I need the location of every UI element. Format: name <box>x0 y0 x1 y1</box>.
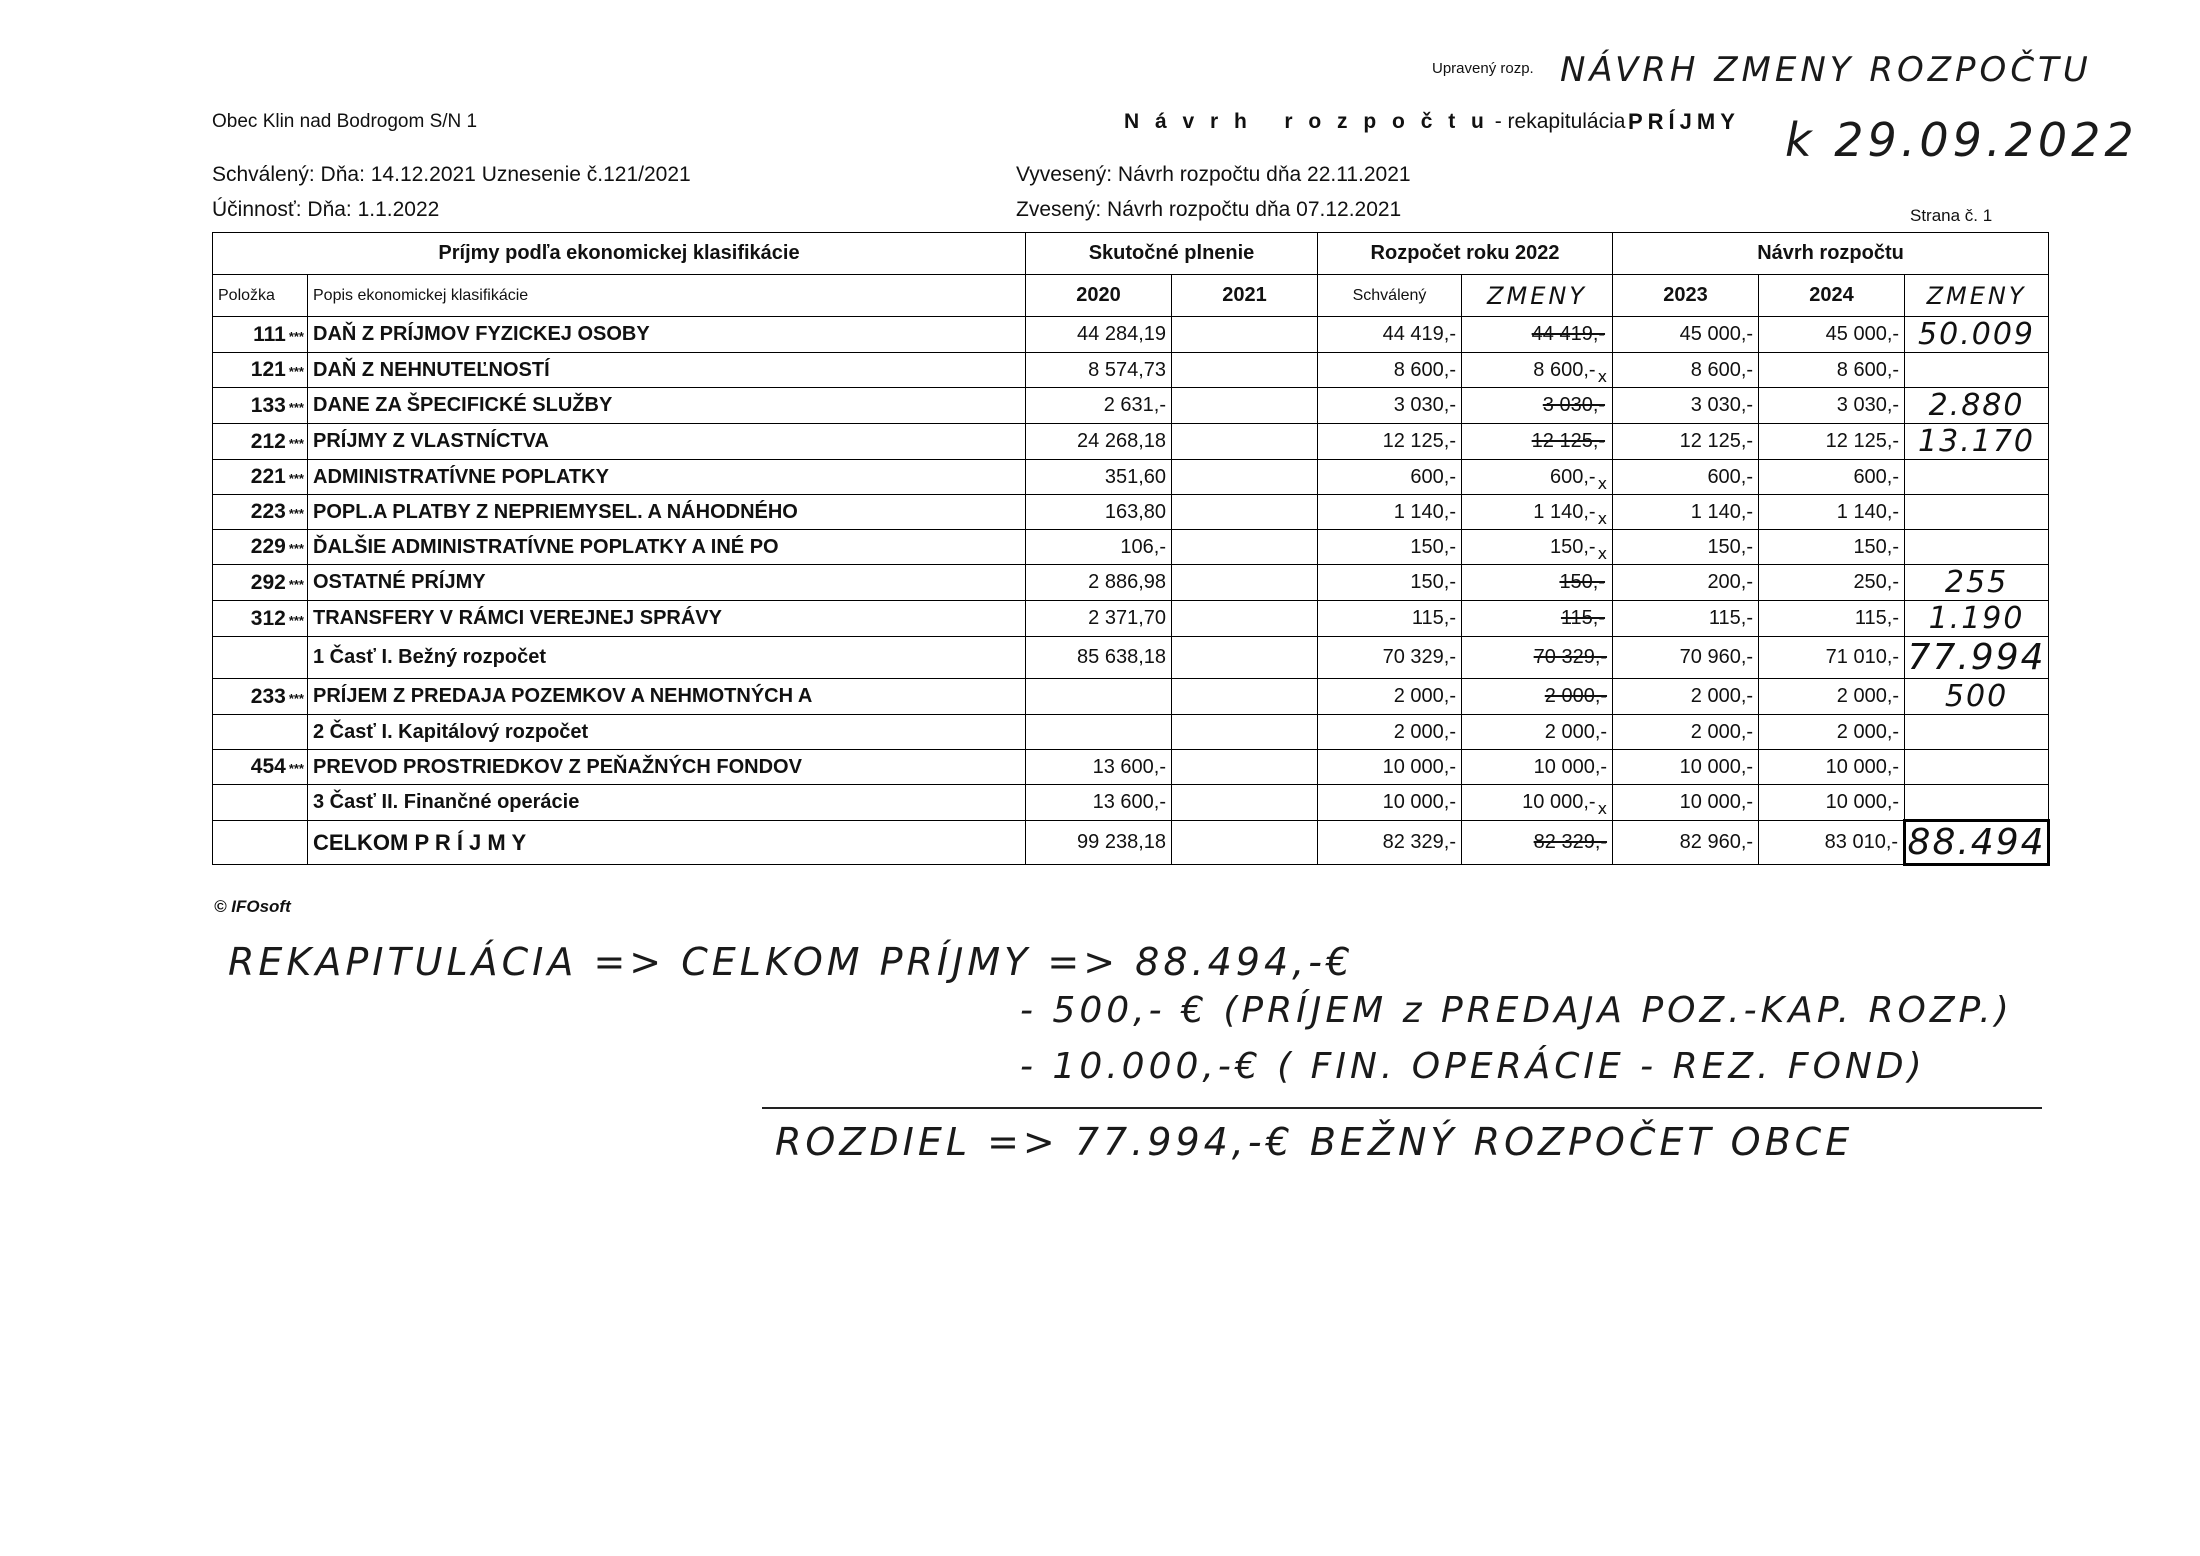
handwritten-note-line1: REKAPITULÁCIA => CELKOM PRÍJMY => 88.494,-€ <box>228 940 1355 984</box>
row-schvaleny: 150,- <box>1318 565 1462 601</box>
row-zmeny <box>1462 388 1613 424</box>
doc-title-bold: N á v r h r o z p o č t u <box>1124 110 1489 133</box>
row233-code-value: 233 <box>250 684 286 708</box>
row-2024: 150,- <box>1759 530 1905 565</box>
row-zmeny <box>1462 317 1613 353</box>
row-code <box>213 495 308 530</box>
row-desc: OSTATNÉ PRÍJMY <box>308 565 1026 601</box>
upraveny-label: Upravený rozp. <box>1432 60 1534 77</box>
row-code-value: 111 <box>253 322 286 346</box>
part1-desc: 1 Časť I. Bežný rozpočet <box>308 637 1026 679</box>
row-mark: x <box>1597 366 1608 386</box>
row-2021 <box>1172 460 1318 495</box>
row454-stars: *** <box>288 761 304 776</box>
row233-zmeny-value: 2 000,- <box>1544 685 1608 707</box>
row-zmeny <box>1462 495 1613 530</box>
row233-schvaleny: 2 000,- <box>1318 679 1462 715</box>
part2-2021 <box>1172 715 1318 750</box>
row-zmeny-value: 150,- <box>1549 535 1596 558</box>
row-schvaleny: 12 125,- <box>1318 424 1462 460</box>
total-schvaleny: 82 329,- <box>1318 821 1462 865</box>
row-2023: 12 125,- <box>1613 424 1759 460</box>
row-hand <box>1905 460 2049 495</box>
row-zmeny-value: 1 140,- <box>1533 500 1596 523</box>
row-2020: 351,60 <box>1026 460 1172 495</box>
total-2024: 83 010,- <box>1759 821 1905 865</box>
row-hand: 1.190 <box>1905 601 2049 637</box>
total-zmeny-value: 82 329,- <box>1533 831 1608 853</box>
part3-mark: x <box>1597 799 1608 818</box>
row454-code-value: 454 <box>250 755 286 778</box>
part1-hand: 77.994 <box>1905 637 2049 679</box>
row-2021 <box>1172 530 1318 565</box>
row-stars: *** <box>288 471 304 486</box>
posted-info: Vyvesený: Návrh rozpočtu dňa 22.11.2021 <box>1016 163 1411 186</box>
row-zmeny <box>1462 601 1613 637</box>
doc-title <box>1124 110 1625 134</box>
row-code-value: 312 <box>250 606 286 630</box>
row-code-value: 133 <box>250 393 286 417</box>
col-header-2024: 2024 <box>1759 275 1905 317</box>
table-row-total <box>213 821 2049 865</box>
row-2020: 2 886,98 <box>1026 565 1172 601</box>
part3-desc: 3 Časť II. Finančné operácie <box>308 785 1026 821</box>
row-zmeny <box>1462 424 1613 460</box>
row-2023: 1 140,- <box>1613 495 1759 530</box>
row-2020: 106,- <box>1026 530 1172 565</box>
table-row <box>213 530 2049 565</box>
row-code <box>213 424 308 460</box>
table-row-part2 <box>213 715 2049 750</box>
row-hand: 255 <box>1905 565 2049 601</box>
table-row <box>213 601 2049 637</box>
row-zmeny <box>1462 353 1613 388</box>
row-schvaleny: 150,- <box>1318 530 1462 565</box>
row-code <box>213 460 308 495</box>
row-code <box>213 601 308 637</box>
total-code <box>213 821 308 865</box>
part2-hand <box>1905 715 2049 750</box>
row-code-value: 292 <box>250 570 286 594</box>
row233-2021 <box>1172 679 1318 715</box>
row-2020: 163,80 <box>1026 495 1172 530</box>
group-header-actual: Skutočné plnenie <box>1026 233 1318 275</box>
part3-2021 <box>1172 785 1318 821</box>
row233-2023: 2 000,- <box>1613 679 1759 715</box>
total-desc: CELKOM P R Í J M Y <box>308 821 1026 865</box>
municipality: Obec Klin nad Bodrogom S/N 1 <box>212 111 478 132</box>
part2-2024: 2 000,- <box>1759 715 1905 750</box>
row233-code <box>213 679 308 715</box>
row-2021 <box>1172 565 1318 601</box>
row-2023: 8 600,- <box>1613 353 1759 388</box>
handwritten-note-line3: - 10.000,-€ ( FIN. OPERÁCIE - REZ. FOND) <box>1020 1046 1926 1087</box>
row-2021 <box>1172 353 1318 388</box>
row-zmeny <box>1462 460 1613 495</box>
row233-2024: 2 000,- <box>1759 679 1905 715</box>
row-2023: 115,- <box>1613 601 1759 637</box>
part2-desc: 2 Časť I. Kapitálový rozpočet <box>308 715 1026 750</box>
row454-2024: 10 000,- <box>1759 750 1905 785</box>
total-hand: 88.494 <box>1905 821 2049 865</box>
row233-2020 <box>1026 679 1172 715</box>
col-header-2023: 2023 <box>1613 275 1759 317</box>
removed-info: Zvesený: Návrh rozpočtu dňa 07.12.2021 <box>1016 198 1402 221</box>
row-code <box>213 353 308 388</box>
effective-info: Účinnosť: Dňa: 1.1.2022 <box>212 198 440 221</box>
col-header-2020: 2020 <box>1026 275 1172 317</box>
row454-hand <box>1905 750 2049 785</box>
row-2021 <box>1172 424 1318 460</box>
part1-2024: 71 010,- <box>1759 637 1905 679</box>
part3-zmeny-value: 10 000,- <box>1522 791 1596 813</box>
table-row <box>213 460 2049 495</box>
col-header-polozka: Položka <box>213 275 308 317</box>
handwritten-sum-line <box>762 1107 2042 1109</box>
row-desc: PRÍJMY Z VLASTNÍCTVA <box>308 424 1026 460</box>
row-zmeny-value: 115,- <box>1560 607 1606 629</box>
section-title: PRÍJMY <box>1628 109 1740 134</box>
row-stars: *** <box>288 364 304 379</box>
row-desc: ĎALŠIE ADMINISTRATÍVNE POPLATKY A INÉ PO <box>308 530 1026 565</box>
row-code-value: 229 <box>250 535 286 558</box>
approved-info: Schválený: Dňa: 14.12.2021 Uznesenie č.121/2021 <box>212 163 691 186</box>
row-hand: 2.880 <box>1905 388 2049 424</box>
row-2020: 8 574,73 <box>1026 353 1172 388</box>
col-header-schvaleny: Schválený <box>1318 275 1462 317</box>
row-hand: 13.170 <box>1905 424 2049 460</box>
col-header-popis: Popis ekonomickej klasifikácie <box>308 275 1026 317</box>
row454-desc: PREVOD PROSTRIEDKOV Z PEŇAŽNÝCH FONDOV <box>308 750 1026 785</box>
part3-zmeny <box>1462 785 1613 821</box>
row-code <box>213 530 308 565</box>
row-code-value: 121 <box>250 358 286 381</box>
row-zmeny-value: 8 600,- <box>1533 358 1596 381</box>
row-2024: 45 000,- <box>1759 317 1905 353</box>
table-row <box>213 424 2049 460</box>
row-stars: *** <box>288 435 304 451</box>
row-2024: 250,- <box>1759 565 1905 601</box>
row-zmeny-value: 44 419,- <box>1531 323 1606 345</box>
row-2024: 600,- <box>1759 460 1905 495</box>
row-desc: TRANSFERY V RÁMCI VEREJNEJ SPRÁVY <box>308 601 1026 637</box>
row-schvaleny: 8 600,- <box>1318 353 1462 388</box>
total-2020: 99 238,18 <box>1026 821 1172 865</box>
row454-2023: 10 000,- <box>1613 750 1759 785</box>
part2-code <box>213 715 308 750</box>
handwritten-note-line4: ROZDIEL => 77.994,-€ BEŽNÝ ROZPOČET OBCE <box>775 1120 1854 1164</box>
table-row-454 <box>213 750 2049 785</box>
part1-zmeny-value: 70 329,- <box>1533 646 1608 668</box>
row233-zmeny <box>1462 679 1613 715</box>
part3-schvaleny: 10 000,- <box>1318 785 1462 821</box>
row-2020: 2 371,70 <box>1026 601 1172 637</box>
row-2024: 12 125,- <box>1759 424 1905 460</box>
row-schvaleny: 600,- <box>1318 460 1462 495</box>
row-2024: 8 600,- <box>1759 353 1905 388</box>
row-2023: 600,- <box>1613 460 1759 495</box>
row-schvaleny: 3 030,- <box>1318 388 1462 424</box>
row-2020: 2 631,- <box>1026 388 1172 424</box>
row-desc: DANE ZA ŠPECIFICKÉ SLUŽBY <box>308 388 1026 424</box>
copyright: © IFOsoft <box>214 897 291 916</box>
row-code <box>213 317 308 353</box>
group-header-classification: Príjmy podľa ekonomickej klasifikácie <box>213 233 1026 275</box>
row-code-value: 223 <box>250 500 286 523</box>
part3-2020: 13 600,- <box>1026 785 1172 821</box>
row454-zmeny: 10 000,- <box>1462 750 1613 785</box>
row-hand <box>1905 495 2049 530</box>
row-2020: 44 284,19 <box>1026 317 1172 353</box>
group-header-budget-year: Rozpočet roku 2022 <box>1318 233 1613 275</box>
column-header-row <box>213 275 2049 317</box>
row-code <box>213 388 308 424</box>
row-mark: x <box>1597 473 1608 493</box>
page-number: Strana č. 1 <box>1910 206 1993 225</box>
col-header-zmeny-handwritten: ZMENY <box>1905 275 2049 317</box>
part1-code <box>213 637 308 679</box>
total-2021 <box>1172 821 1318 865</box>
row-stars: *** <box>288 576 304 592</box>
row-2023: 150,- <box>1613 530 1759 565</box>
row-stars: *** <box>288 506 304 521</box>
row-2021 <box>1172 601 1318 637</box>
row-zmeny <box>1462 565 1613 601</box>
table-row <box>213 353 2049 388</box>
row-2023: 200,- <box>1613 565 1759 601</box>
group-header-row <box>213 233 2049 275</box>
table-row <box>213 388 2049 424</box>
row-stars: *** <box>288 328 304 344</box>
row-2023: 45 000,- <box>1613 317 1759 353</box>
row-schvaleny: 115,- <box>1318 601 1462 637</box>
part1-zmeny <box>1462 637 1613 679</box>
row-code-value: 212 <box>250 429 286 453</box>
table-row <box>213 565 2049 601</box>
row233-desc: PRÍJEM Z PREDAJA POZEMKOV A NEHMOTNÝCH A <box>308 679 1026 715</box>
row-2024: 1 140,- <box>1759 495 1905 530</box>
row-mark: x <box>1597 543 1608 563</box>
row454-2021 <box>1172 750 1318 785</box>
col-header-zmeny-2022: ZMENY <box>1462 275 1613 317</box>
part1-2021 <box>1172 637 1318 679</box>
part1-2020: 85 638,18 <box>1026 637 1172 679</box>
group-header-proposal: Návrh rozpočtu <box>1613 233 2049 275</box>
row-hand: 50.009 <box>1905 317 2049 353</box>
row-desc: DAŇ Z NEHNUTEĽNOSTÍ <box>308 353 1026 388</box>
row-code-value: 221 <box>250 465 286 488</box>
table-row-part1 <box>213 637 2049 679</box>
row-desc: POPL.A PLATBY Z NEPRIEMYSEL. A NÁHODNÉHO <box>308 495 1026 530</box>
part1-schvaleny: 70 329,- <box>1318 637 1462 679</box>
upraveny-handwritten: NÁVRH ZMENY ROZPOČTU <box>1560 50 2092 90</box>
row-hand <box>1905 353 2049 388</box>
table-row <box>213 495 2049 530</box>
budget-table <box>212 232 2050 866</box>
table-row <box>213 317 2049 353</box>
row-2021 <box>1172 388 1318 424</box>
part2-zmeny: 2 000,- <box>1462 715 1613 750</box>
row-2023: 3 030,- <box>1613 388 1759 424</box>
row-schvaleny: 1 140,- <box>1318 495 1462 530</box>
row233-hand: 500 <box>1905 679 2049 715</box>
row-stars: *** <box>288 541 304 556</box>
row-hand <box>1905 530 2049 565</box>
row-code <box>213 565 308 601</box>
part2-2023: 2 000,- <box>1613 715 1759 750</box>
row-zmeny-value: 12 125,- <box>1531 430 1606 452</box>
row-desc: ADMINISTRATÍVNE POPLATKY <box>308 460 1026 495</box>
part3-code <box>213 785 308 821</box>
part2-2020 <box>1026 715 1172 750</box>
row-stars: *** <box>288 612 304 628</box>
handwritten-note-line2: - 500,- € (PRÍJEM z PREDAJA POZ.-KAP. ROZP.) <box>1020 990 2013 1031</box>
table-row-233 <box>213 679 2049 715</box>
row233-stars: *** <box>288 690 304 706</box>
total-2023: 82 960,- <box>1613 821 1759 865</box>
row-mark: x <box>1597 508 1608 528</box>
row-zmeny-value: 600,- <box>1549 465 1596 488</box>
part3-2023: 10 000,- <box>1613 785 1759 821</box>
row-zmeny-value: 3 030,- <box>1542 394 1606 416</box>
row-desc: DAŇ Z PRÍJMOV FYZICKEJ OSOBY <box>308 317 1026 353</box>
row-zmeny <box>1462 530 1613 565</box>
row-2024: 115,- <box>1759 601 1905 637</box>
row454-code <box>213 750 308 785</box>
table-row-part3 <box>213 785 2049 821</box>
row-2024: 3 030,- <box>1759 388 1905 424</box>
part2-schvaleny: 2 000,- <box>1318 715 1462 750</box>
col-header-2021: 2021 <box>1172 275 1318 317</box>
row454-schvaleny: 10 000,- <box>1318 750 1462 785</box>
handwritten-date: k 29.09.2022 <box>1785 113 2138 167</box>
part1-2023: 70 960,- <box>1613 637 1759 679</box>
row-2020: 24 268,18 <box>1026 424 1172 460</box>
part3-2024: 10 000,- <box>1759 785 1905 821</box>
row-2021 <box>1172 317 1318 353</box>
row-zmeny-value: 150,- <box>1559 571 1606 593</box>
row-stars: *** <box>288 399 304 415</box>
row-schvaleny: 44 419,- <box>1318 317 1462 353</box>
total-zmeny <box>1462 821 1613 865</box>
row454-2020: 13 600,- <box>1026 750 1172 785</box>
doc-title-suffix: - rekapitulácia <box>1494 110 1626 133</box>
part3-hand <box>1905 785 2049 821</box>
row-2021 <box>1172 495 1318 530</box>
